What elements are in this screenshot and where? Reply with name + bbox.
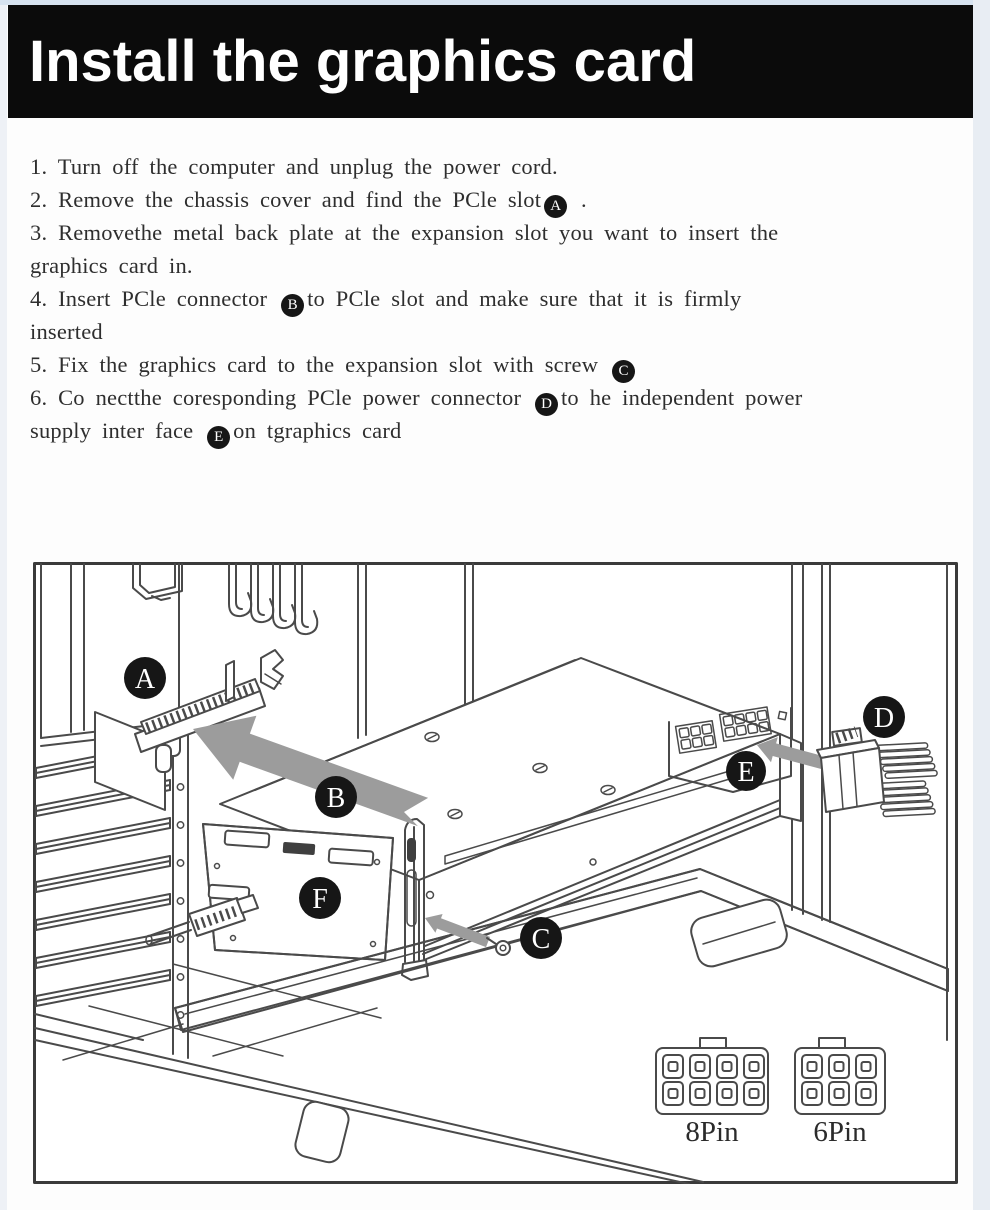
step-line	[30, 282, 960, 315]
eight-pin-label: 8Pin	[685, 1116, 739, 1148]
step-text: inserted	[30, 319, 103, 344]
label-b-badge	[315, 776, 357, 818]
step-text: 3. Removethe metal back plate at the expansion slot you want to insert the	[30, 220, 779, 245]
step-badge-a: A	[544, 195, 567, 218]
six-pin-label: 6Pin	[813, 1116, 867, 1148]
steps	[30, 150, 960, 447]
label-c-badge	[520, 917, 562, 959]
step-text: 5. Fix the graphics card to the expansion slot with screw	[30, 352, 609, 377]
hdmi-port	[283, 842, 316, 855]
svg-text:A: A	[134, 664, 156, 695]
step-badge-d: D	[535, 393, 558, 416]
displayport-port	[225, 830, 270, 847]
step-text: .	[570, 187, 587, 212]
step-text: 6. Co nectthe coresponding PCle power connector	[30, 385, 532, 410]
step-line	[30, 150, 960, 183]
page-title: Install the graphics card	[29, 29, 697, 94]
page-edge-left	[0, 5, 7, 1210]
step-text: to he independent power	[560, 385, 803, 410]
label-f-badge	[299, 877, 341, 919]
svg-text:D: D	[873, 703, 895, 734]
step-text: 4. Insert PCle connector	[30, 286, 279, 311]
step-text: graphics card in.	[30, 253, 193, 278]
label-e-badge	[726, 751, 766, 791]
label-d-badge	[863, 696, 905, 738]
step-line	[30, 249, 960, 282]
step-text: to PCle slot and make sure that it is firmly	[307, 286, 742, 311]
displayport-port	[329, 848, 374, 865]
label-a-badge	[124, 657, 166, 699]
step-badge-c: C	[612, 360, 635, 383]
step-line	[30, 216, 960, 249]
step-line	[30, 414, 960, 447]
step-line	[30, 183, 960, 216]
page-edge-right	[973, 0, 990, 1210]
svg-text:E: E	[737, 757, 755, 788]
svg-text:F: F	[312, 884, 328, 915]
step-text: 2. Remove the chassis cover and find the PCle slot	[30, 187, 542, 212]
step-badge-b: B	[281, 294, 304, 317]
step-text: on tgraphics card	[233, 418, 402, 443]
installation-diagram	[33, 562, 958, 1184]
svg-text:C: C	[531, 924, 551, 955]
step-text: supply inter face	[30, 418, 205, 443]
step-line	[30, 315, 960, 348]
step-text: 1. Turn off the computer and unplug the power cord.	[30, 154, 558, 179]
header-banner	[8, 5, 973, 118]
step-line	[30, 381, 960, 414]
step-line	[30, 348, 960, 381]
step-badge-e: E	[207, 426, 230, 449]
card-io-grille	[203, 824, 393, 960]
svg-text:B: B	[326, 783, 346, 814]
